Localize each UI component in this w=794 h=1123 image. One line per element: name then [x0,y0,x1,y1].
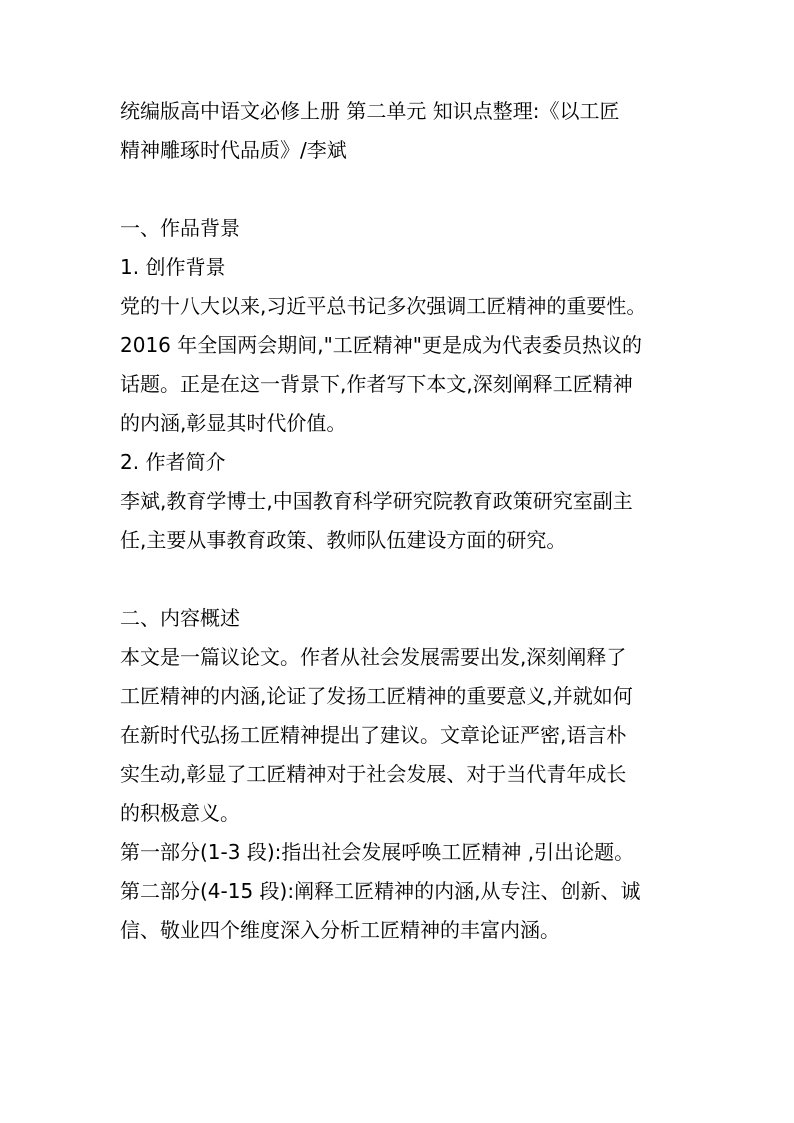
section-heading: 二、内容概述 [120,606,240,630]
paragraph-line: 实生动,彰显了工匠精神对于社会发展、对于当代青年成长 [120,762,627,786]
document-title [120,92,700,170]
section-heading: 一、作品背景 [120,216,240,240]
paragraph-line: 话题。正是在这一背景下,作者写下本文,深刻阐释工匠精神 [120,372,633,396]
subsection-heading: 1. 创作背景 [120,255,226,279]
paragraph-line: 工匠精神的内涵,论证了发扬工匠精神的重要意义,并就如何 [120,684,633,708]
title-line: 统编版高中语文必修上册 第二单元 知识点整理:《以工匠 [120,99,620,123]
paragraph-line: 2016 年全国两会期间,"工匠精神"更是成为代表委员热议的 [120,333,643,357]
title-line: 精神雕琢时代品质》/李斌 [120,138,347,162]
part-summary-line: 信、敬业四个维度深入分析工匠精神的丰富内涵。 [120,918,560,942]
part-summary-line: 第一部分(1-3 段):指出社会发展呼唤工匠精神 ,引出论题。 [120,840,635,864]
part-summary-line: 第二部分(4-15 段):阐释工匠精神的内涵,从专注、创新、诚 [120,879,641,903]
paragraph-line: 任,主要从事教育政策、教师队伍建设方面的研究。 [120,528,567,552]
paragraph-line: 本文是一篇议论文。作者从社会发展需要出发,深刻阐释了 [120,645,627,669]
paragraph-line: 的内涵,彰显其时代价值。 [120,411,347,435]
subsection-heading: 2. 作者简介 [120,450,226,474]
section-spacer [120,560,700,599]
paragraph-line: 党的十八大以来,习近平总书记多次强调工匠精神的重要性。 [120,294,647,318]
document-page [120,92,700,950]
paragraph-line: 在新时代弘扬工匠精神提出了建议。文章论证严密,语言朴 [120,723,627,747]
section-background [120,209,700,560]
paragraph-line: 李斌,教育学博士,中国教育科学研究院教育政策研究室副主 [120,489,633,513]
paragraph-line: 的积极意义。 [120,801,240,825]
section-summary [120,599,700,950]
